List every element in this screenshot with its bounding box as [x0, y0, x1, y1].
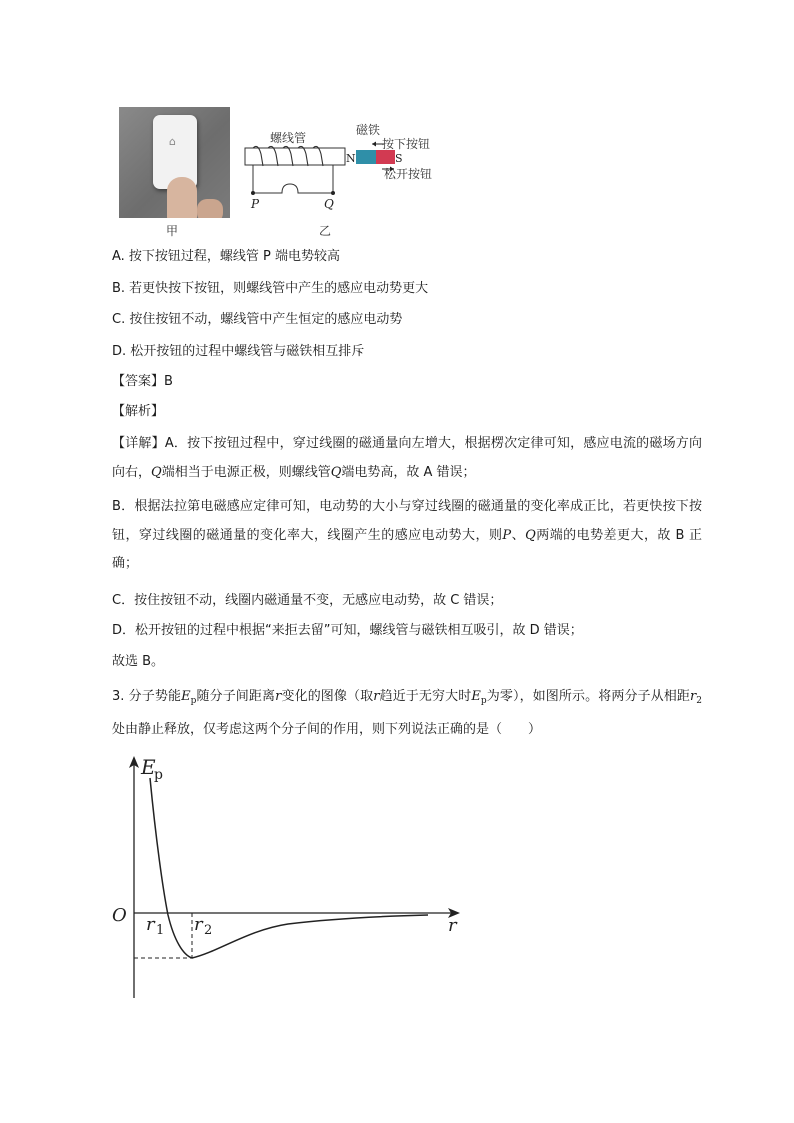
detail-conclusion: 故选 B。 — [112, 654, 165, 669]
detail-b-text1: B．根据法拉第电磁感应定律可知，电动势的大小与穿过线圈的磁通量的变化率成正比，若更快按下按钮，穿过线圈的磁通量的变化率大，线圈产生的感应电动势大，则 — [112, 499, 702, 543]
label-yi: 乙 — [319, 224, 332, 238]
detail-a-text1: 【详解】A．按下按钮过程中，穿过线圈的磁通量向左增大，根据楞次定律可知，感应电流的磁场方向向右， — [112, 436, 702, 480]
q3-r2-sub: 2 — [696, 696, 702, 706]
option-b: B. 若更快按下按钮，则螺线管中产生的感应电动势更大 — [112, 281, 429, 296]
release-label: 松开按钮 — [384, 167, 433, 181]
detail-b-p: P — [502, 527, 512, 543]
origin-label: O — [112, 905, 127, 926]
q3-r2-symbol: r — [690, 689, 697, 704]
magnet-s-side — [376, 150, 395, 164]
solenoid-coil — [253, 146, 323, 166]
detail-c: C．按住按钮不动，线圈内磁通量不变，无感应电动势，故 C 错误； — [112, 593, 503, 608]
point-q-label: Q — [324, 197, 334, 211]
pole-s-label: S — [395, 152, 403, 165]
detail-d: D．松开按钮的过程中根据“来拒去留”可知，螺线管与磁铁相互吸引，故 D 错误； — [112, 623, 583, 638]
solenoid-diagram — [238, 118, 448, 238]
q3-text6: 处由静止释放，仅考虑这两个分子间的作用，则下列说法正确的是（ ） — [112, 721, 542, 737]
analysis-title: 【解析】 — [112, 404, 165, 419]
detail-a-q2: Q — [330, 464, 342, 480]
q3-ep-sub: p — [190, 696, 197, 706]
detail-a-text2: 端相当于电源正极，则螺线管 — [161, 464, 331, 480]
q3-text1: 3. 分子势能 — [112, 689, 182, 704]
q3-text4: 趋近于无穷大时 — [379, 689, 472, 704]
solenoid-label: 螺线管 — [270, 131, 307, 145]
detail-a — [112, 430, 702, 487]
potential-energy-graph — [108, 750, 468, 1005]
q3-text5: 为零），如图所示。将两分子从相距 — [486, 689, 691, 704]
q3-text2: 随分子间距离 — [196, 689, 276, 704]
detail-b — [112, 493, 702, 579]
doorbell-photo — [119, 107, 230, 218]
question-3 — [112, 683, 702, 744]
point-q-dot — [331, 191, 335, 195]
press-arrow-icon — [372, 142, 376, 147]
point-p-label: P — [251, 197, 260, 211]
magnet-label: 磁铁 — [356, 123, 381, 137]
option-c: C. 按住按钮不动，螺线管中产生恒定的感应电动势 — [112, 312, 403, 327]
y-axis-label: E — [141, 755, 156, 779]
r1-sub: 1 — [156, 923, 165, 938]
q3-ep-symbol: E — [181, 689, 191, 704]
magnet-n-side — [356, 150, 376, 164]
detail-b-text3: 两端的电势差更大，故 B 正确； — [112, 527, 702, 571]
press-label: 按下按钮 — [382, 137, 431, 151]
doorbell-logo-icon: ⌂ — [169, 135, 176, 148]
point-p-dot — [251, 191, 255, 195]
label-jia: 甲 — [166, 224, 179, 238]
knuckle-shape — [197, 199, 223, 218]
r1-label: r — [146, 914, 155, 935]
wire-bottom — [253, 184, 333, 193]
detail-b-sep: 、 — [511, 527, 526, 543]
r2-label: r — [194, 914, 203, 935]
x-axis-label: r — [448, 915, 457, 936]
pole-n-label: N — [346, 152, 356, 165]
answer: 【答案】B — [112, 374, 173, 389]
q3-text3: 变化的图像（取 — [281, 689, 374, 704]
q3-r-symbol: r — [275, 689, 282, 704]
q3-r-symbol2: r — [373, 689, 380, 704]
detail-a-q1: Q — [151, 464, 162, 480]
q3-ep-symbol2: E — [471, 689, 481, 704]
option-a: A. 按下按钮过程，螺线管 P 端电势较高 — [112, 249, 341, 264]
r2-sub: 2 — [204, 923, 213, 938]
y-axis-sub: p — [154, 767, 163, 783]
detail-b-q: Q — [525, 527, 536, 543]
option-d: D. 松开按钮的过程中螺线管与磁铁相互排斥 — [112, 344, 365, 359]
finger-shape — [167, 177, 197, 218]
detail-a-text3: 端电势高，故 A 错误； — [341, 464, 476, 480]
q3-ep-sub2: p — [480, 696, 487, 706]
